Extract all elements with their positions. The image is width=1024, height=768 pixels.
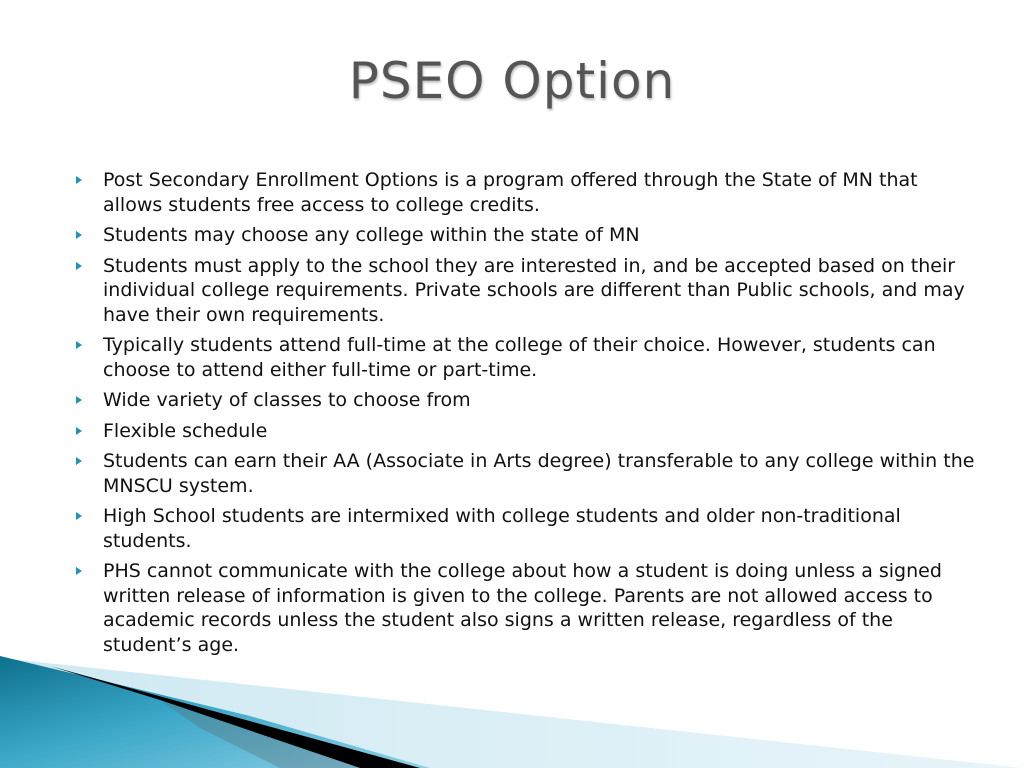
decorative-swoosh — [0, 638, 1024, 768]
bullet-list — [76, 168, 976, 663]
triangle-right-icon — [76, 457, 82, 465]
triangle-right-icon — [76, 176, 82, 184]
bullet-text: Students must apply to the school they are interested in, and be accepted based on their individual college requirements. Private schools are different than Public schools, and may have their own requirements. — [103, 254, 965, 326]
bullet-item — [76, 449, 976, 498]
bullet-item — [76, 333, 976, 382]
triangle-right-icon — [76, 262, 82, 270]
triangle-right-icon — [76, 396, 82, 404]
bullet-item — [76, 388, 976, 413]
triangle-right-icon — [76, 341, 82, 349]
triangle-right-icon — [76, 231, 82, 239]
bullet-item — [76, 168, 976, 217]
bullet-text: Students may choose any college within the state of MN — [103, 224, 640, 246]
bullet-text: Flexible schedule — [103, 419, 268, 442]
slide-title: PSEO Option — [348, 52, 676, 110]
bullet-text: Wide variety of classes to choose from — [103, 389, 471, 411]
bullet-item — [76, 419, 976, 444]
triangle-right-icon — [76, 567, 82, 575]
bullet-item — [76, 504, 976, 553]
bullet-text: High School students are intermixed with college students and older non-traditional students. — [103, 505, 901, 552]
bullet-text: Typically students attend full-time at the college of their choice. However, students can choose to attend either full-time or part-time. — [103, 334, 936, 381]
bullet-text: Post Secondary Enrollment Options is a program offered through the State of MN that allows students free access to college credits. — [103, 169, 918, 216]
bullet-item — [76, 223, 976, 248]
bullet-item — [76, 254, 976, 328]
triangle-right-icon — [76, 427, 82, 435]
bullet-text: PHS cannot communicate with the college about how a student is doing unless a signed written release of information is given to the college. Parents are not allowed access to academic records unless the student also signs a written release, regardless of the student’s age. — [103, 560, 942, 656]
bullet-text: Students can earn their AA (Associate in Arts degree) transferable to any college within the MNSCU system. — [103, 450, 975, 497]
triangle-right-icon — [76, 512, 82, 520]
